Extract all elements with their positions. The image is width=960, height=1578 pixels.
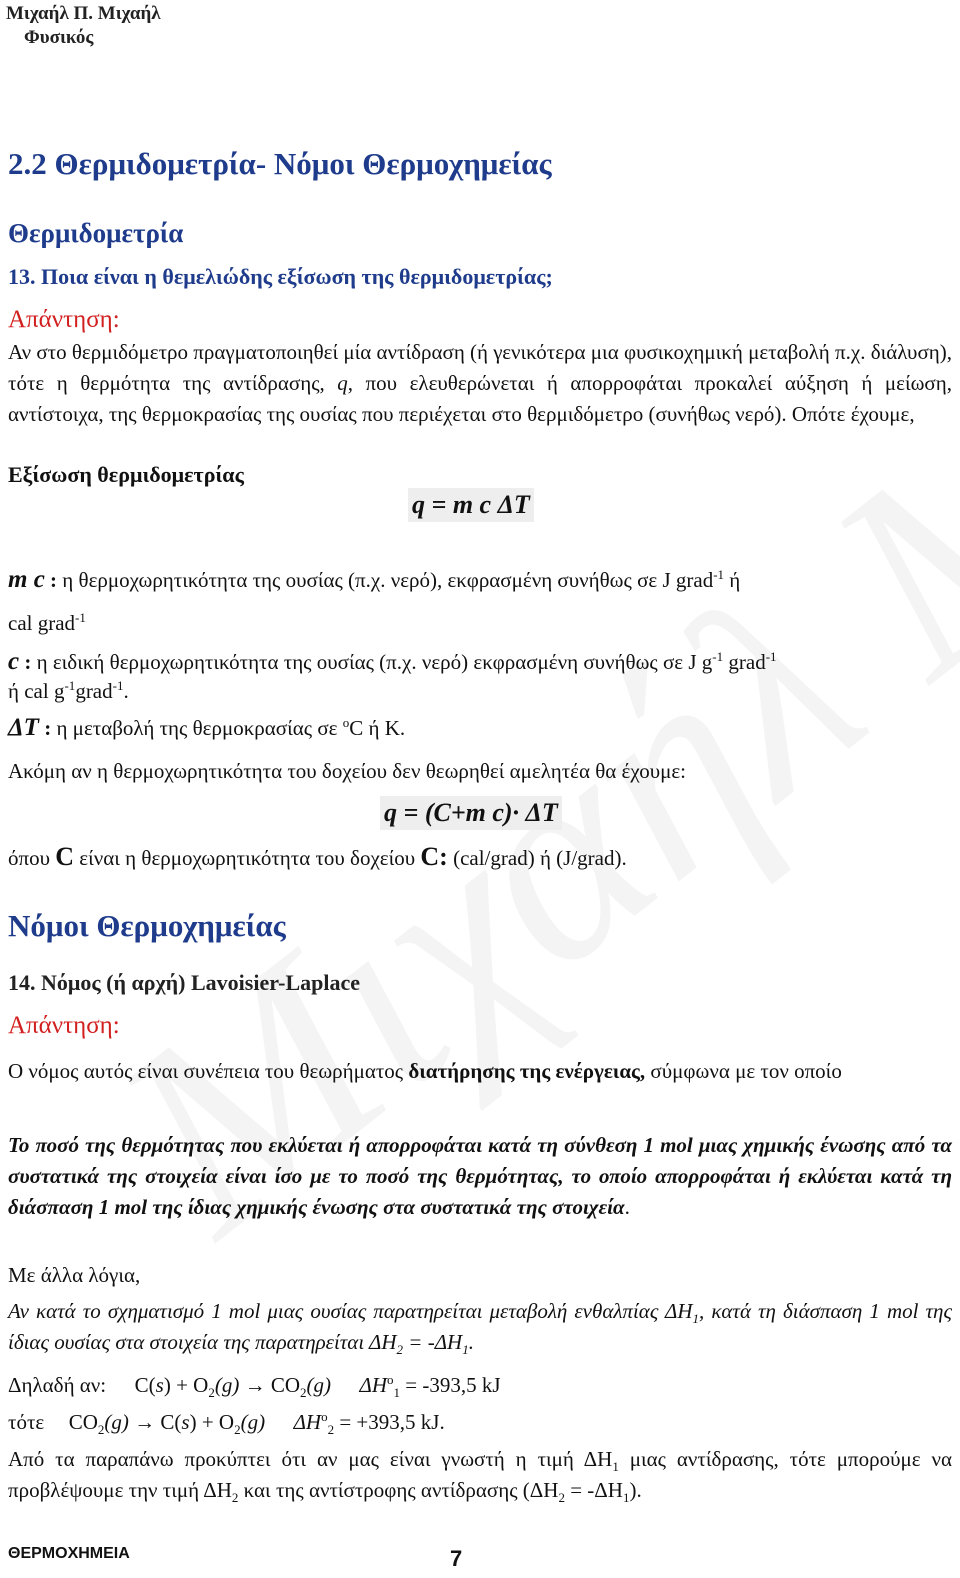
section2-title: Νόμοι Θερμοχημείας: [8, 908, 286, 943]
arrow-icon: →: [134, 1410, 156, 1434]
page-number: 7: [450, 1546, 463, 1571]
enthalpy-statement: Αν κατά το σχηματισμό 1 mol μιας ουσίας παρατηρείται μεταβολή ενθαλπίας $\Delta H_1$, κατά τη διάσπαση 1 mol της ίδιας ουσίας στα στοιχεία της παρατηρείται $\Delta H_2 = -\Delta H_1$.: [8, 1299, 952, 1358]
author-role: Φυσικός: [24, 27, 94, 48]
container-equation: q = (C+m c)· ΔT: [380, 796, 562, 830]
definition-mc-cont: cal grad$^{-1}$: [8, 610, 86, 635]
arrow-icon: →: [244, 1373, 266, 1397]
page-header: [6, 2, 161, 50]
law-intro: Ο νόμος αυτός είναι συνέπεια του θεωρήματος διατήρησης της ενέργειας, σύμφωνα με τον οποίο: [8, 1059, 842, 1083]
container-paragraph: Ακόμη αν η θερμοχωρητικότητα του δοχείου δεν θεωρηθεί αμελητέα θα έχουμε:: [8, 759, 687, 783]
container-definition: όπου C είναι η θερμοχωρητικότητα του δοχείου C: (cal/grad) ή (J/grad).: [8, 842, 627, 871]
definition-c-cont: ή cal $g^{-1}grad^{-1}$.: [8, 678, 129, 703]
calorimetry-paragraph: Αν στο θερμιδόμετρο πραγματοποιηθεί μία αντίδραση (ή γενικότερα μια φυσικοχημική μεταβολή π.χ. διάλυση), τότε η θερμότητα της αντίδρασης, q, που ελευθερώνεται ή απορροφάται προκαλεί αύξηση ή μείωση, αντίστοιχα, της θερμοκρασίας της ουσίας που περιέχεται στο θερμιδόμετρο (συνήθως νερό). Οπότε έχουμε,: [8, 340, 952, 426]
subsection-title: Θερμιδομετρία: [8, 218, 184, 248]
calorimetry-equation: q = m c ΔT: [408, 488, 534, 522]
answer-label-13: Απάντηση:: [8, 306, 120, 333]
author-name: Μιχαήλ Π. Μιχαήλ: [6, 3, 161, 24]
section-title: 2.2 Θερμιδομετρία- Νόμοι Θερμοχημείας: [8, 146, 552, 181]
reaction-forward: Δηλαδή αν: $C(s) + O_2(g) \to CO_2(g) \Delta H^o_1 = -393,5$ kJ: [8, 1372, 501, 1401]
question-13: 13. Ποια είναι η θεμελιώδης εξίσωση της θερμιδομετρίας;: [8, 264, 553, 289]
in-other-words: Με άλλα λόγια,: [8, 1263, 141, 1287]
equation-label: Εξίσωση θερμιδομετρίας: [8, 462, 244, 487]
footer-subject: ΘΕΡΜΟΧΗΜΕΙΑ: [8, 1545, 130, 1562]
definition-c: c : η ειδική θερμοχωρητικότητα της ουσίας (π.χ. νερό) εκφρασμένη συνήθως σε J $g^{-1}$ grad$^{-1}$: [8, 648, 777, 675]
definition-mc: m c : η θερμοχωρητικότητα της ουσίας (π.χ. νερό), εκφρασμένη συνήθως σε J grad$^{-1}$ ή: [8, 566, 741, 593]
conclusion-paragraph: Από τα παραπάνω προκύπτει ότι αν μας είναι γνωστή η τιμή $\Delta H_1$ μιας αντίδρασης, τότε μπορούμε να προβλέψουμε την τιμή $\Delta H_2$ και της αντίστροφης αντίδρασης $(\Delta H_2 = -\Delta H_1)$.: [8, 1447, 952, 1506]
reaction-reverse: τότε $CO_2(g) \to C(s) + O_2(g) \Delta H^o_2 = +393,5$ kJ.: [8, 1409, 445, 1438]
question-14: 14. Νόμος (ή αρχή) Lavoisier-Laplace: [8, 970, 361, 995]
answer-label-14: Απάντηση:: [8, 1012, 120, 1039]
definition-dt: ΔT : η μεταβολή της θερμοκρασίας σε $^o$C ή K.: [8, 714, 406, 741]
law-statement: Το ποσό της θερμότητας που εκλύεται ή απορροφάται κατά τη σύνθεση 1 mol μιας χημικής ένωσης από τα συστατικά της στοιχεία είναι ίσο με το ποσό της θερμότητας, το οποίο απορροφάται ή εκλύεται κατά τη διάσπαση 1 mol της ίδιας χημικής ένωσης στα συστατικά της στοιχεία.: [8, 1133, 952, 1219]
